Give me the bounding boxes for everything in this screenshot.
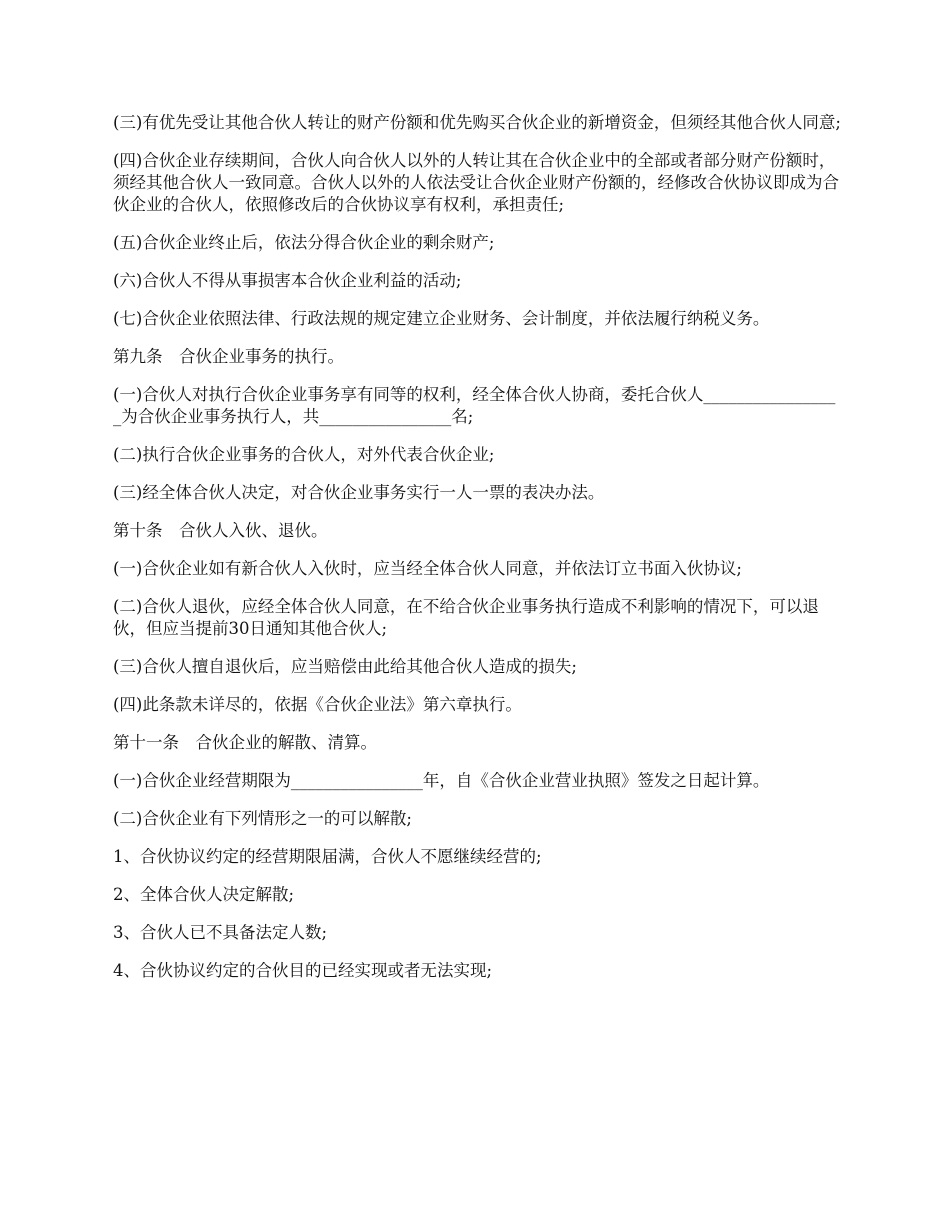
- paragraph-clause-8-7: (七)合伙企业依照法律、行政法规的规定建立企业财务、会计制度，并依法履行纳税义务。: [113, 309, 770, 328]
- paragraph-clause-9-1: (一)合伙人对执行合伙企业事务享有同等的权利，经全体合伙人协商，委托合伙人_________________为合伙企业事务执行人，共________________名;: [113, 385, 836, 426]
- list-item-dissolution-3: 3、合伙人已不具备法定人数;: [113, 923, 328, 942]
- paragraph-clause-10-2: (二)合伙人退伙，应经全体合伙人同意，在不给合伙企业事务执行造成不利影响的情况下，可以退伙，但应当提前30日通知其他合伙人;: [113, 597, 819, 638]
- list-item-dissolution-2: 2、全体合伙人决定解散;: [113, 885, 295, 904]
- paragraph-clause-10-1: (一)合伙企业如有新合伙人入伙时，应当经全体合伙人同意，并依法订立书面入伙协议;: [113, 559, 742, 578]
- paragraph-clause-8-4: (四)合伙企业存续期间，合伙人向合伙人以外的人转让其在合伙企业中的全部或者部分财产份额时，须经其他合伙人一致同意。合伙人以外的人依法受让合伙企业财产份额的，经修改合伙协议即成为合伙企业的合伙人，依照修改后的合伙协议享有权利，承担责任;: [113, 151, 839, 214]
- article-9-heading: 第九条 合伙企业事务的执行。: [113, 347, 344, 366]
- document-body: [113, 112, 843, 998]
- paragraph-clause-9-3: (三)经全体合伙人决定，对合伙企业事务实行一人一票的表决办法。: [113, 483, 605, 502]
- paragraph-clause-10-4: (四)此条款未详尽的，依据《合伙企业法》第六章执行。: [113, 695, 522, 714]
- paragraph-clause-11-2: (二)合伙企业有下列情形之一的可以解散;: [113, 809, 412, 828]
- paragraph-clause-11-1: (一)合伙企业经营期限为________________年，自《合伙企业营业执照》签发之日起计算。: [113, 771, 770, 790]
- article-11-heading: 第十一条 合伙企业的解散、清算。: [113, 733, 377, 752]
- paragraph-clause-8-5: (五)合伙企业终止后，依法分得合伙企业的剩余财产;: [113, 233, 495, 252]
- paragraph-clause-10-3: (三)合伙人擅自退伙后，应当赔偿由此给其他合伙人造成的损失;: [113, 657, 577, 676]
- paragraph-clause-8-6: (六)合伙人不得从事损害本合伙企业利益的活动;: [113, 271, 462, 290]
- paragraph-clause-8-3: (三)有优先受让其他合伙人转让的财产份额和优先购买合伙企业的新增资金，但须经其他合伙人同意;: [113, 113, 841, 132]
- article-10-heading: 第十条 合伙人入伙、退伙。: [113, 521, 328, 540]
- paragraph-clause-9-2: (二)执行合伙企业事务的合伙人，对外代表合伙企业;: [113, 445, 495, 464]
- list-item-dissolution-4: 4、合伙协议约定的合伙目的已经实现或者无法实现;: [113, 961, 493, 980]
- list-item-dissolution-1: 1、合伙协议约定的经营期限届满，合伙人不愿继续经营的;: [113, 847, 542, 866]
